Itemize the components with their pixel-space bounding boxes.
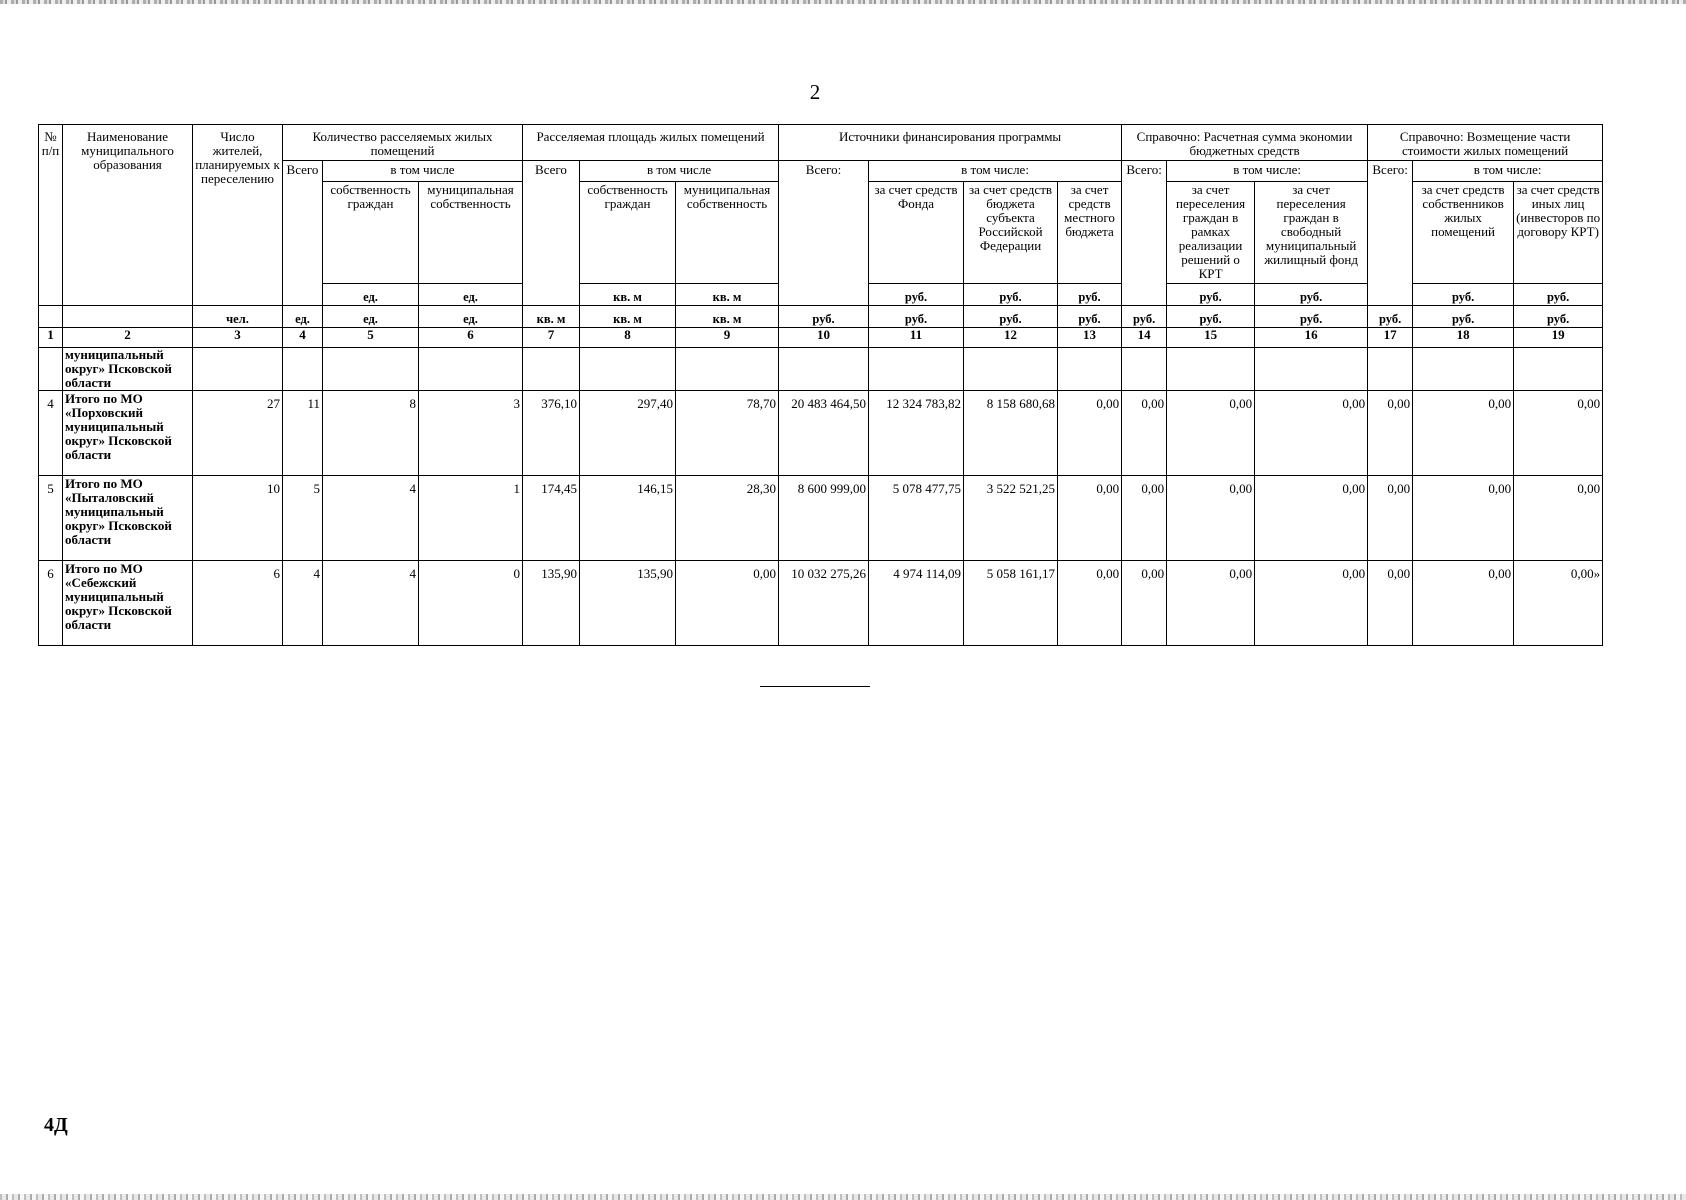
- header-area-municipal: муниципальная собственность: [676, 182, 779, 284]
- column-number: 12: [964, 328, 1058, 348]
- cell-value: 0,00: [1255, 561, 1368, 646]
- cell-value: 28,30: [676, 476, 779, 561]
- header-compensation-total: Всего:: [1368, 161, 1413, 306]
- row-name: Итого по МО «Себежский муниципальный округ» Псковской области: [63, 561, 193, 646]
- unit-cell: ед.: [419, 306, 523, 328]
- cell-empty: [580, 348, 676, 391]
- unit-cell: ед.: [419, 284, 523, 306]
- unit-cell: руб.: [869, 284, 964, 306]
- cell-value: 0,00: [1058, 476, 1122, 561]
- header-savings-total: Всего:: [1122, 161, 1167, 306]
- row-name-continuation: муниципальный округ» Псковской области: [63, 348, 193, 391]
- cell-value: 8 600 999,00: [779, 476, 869, 561]
- cell-value: 0,00: [1255, 391, 1368, 476]
- cell-value: 0,00: [1368, 391, 1413, 476]
- header-finance-group: Источники финансирования программы: [779, 125, 1122, 161]
- cell-value: 0,00: [1368, 561, 1413, 646]
- cell-value: 3: [419, 391, 523, 476]
- unit-cell: ед.: [283, 306, 323, 328]
- cell-value: 0,00: [1122, 476, 1167, 561]
- cell-value: 0,00: [1514, 476, 1603, 561]
- cell-value: 135,90: [580, 561, 676, 646]
- cell-empty: [193, 348, 283, 391]
- header-resettlement-krt: за счет переселения граждан в рамках реализации решений о КРТ: [1167, 182, 1255, 284]
- scan-edge-top: [0, 0, 1686, 4]
- header-fund: за счет средств Фонда: [869, 182, 964, 284]
- column-number: 8: [580, 328, 676, 348]
- header-finance-including: в том числе:: [869, 161, 1122, 182]
- cell-value: 0,00: [1058, 561, 1122, 646]
- header-residents: Число жителей, планируемых к переселению: [193, 125, 283, 306]
- table-row: [39, 391, 1603, 476]
- header-area-including: в том числе: [580, 161, 779, 182]
- unit-cell: руб.: [1514, 306, 1603, 328]
- cell-value: 135,90: [523, 561, 580, 646]
- cell-value: 0,00: [1413, 476, 1514, 561]
- header-area-group: Расселяемая площадь жилых помещений: [523, 125, 779, 161]
- cell-value: 8 158 680,68: [964, 391, 1058, 476]
- column-number: 11: [869, 328, 964, 348]
- column-number: 5: [323, 328, 419, 348]
- cell-value: 174,45: [523, 476, 580, 561]
- cell-empty: [869, 348, 964, 391]
- cell-value: 0,00: [1255, 476, 1368, 561]
- cell-value: 3 522 521,25: [964, 476, 1058, 561]
- cell-value: 146,15: [580, 476, 676, 561]
- header-rooms-citizens: собственность граждан: [323, 182, 419, 284]
- header-rooms-group: Количество расселяемых жилых помещений: [283, 125, 523, 161]
- cell-value: 0,00: [1368, 476, 1413, 561]
- column-number: 15: [1167, 328, 1255, 348]
- cell-value: 1: [419, 476, 523, 561]
- unit-cell: [63, 306, 193, 328]
- header-rooms-total: Всего: [283, 161, 323, 306]
- cell-value: 297,40: [580, 391, 676, 476]
- unit-cell: руб.: [964, 306, 1058, 328]
- unit-cell: руб.: [1167, 306, 1255, 328]
- cell-empty: [1255, 348, 1368, 391]
- cell-value: 12 324 783,82: [869, 391, 964, 476]
- unit-cell: ед.: [323, 306, 419, 328]
- cell-value: 0,00: [1167, 391, 1255, 476]
- cell-value: 0,00: [1167, 476, 1255, 561]
- header-row-units: [39, 306, 1603, 328]
- unit-cell: руб.: [1255, 284, 1368, 306]
- header-rooms-including: в том числе: [323, 161, 523, 182]
- cell-value: 5 078 477,75: [869, 476, 964, 561]
- cell-value: 4: [323, 561, 419, 646]
- cell-empty: [419, 348, 523, 391]
- unit-cell: руб.: [869, 306, 964, 328]
- column-number: 17: [1368, 328, 1413, 348]
- cell-value: 5: [283, 476, 323, 561]
- program-table-wrapper: [38, 124, 1602, 646]
- column-number: 13: [1058, 328, 1122, 348]
- unit-cell: руб.: [1122, 306, 1167, 328]
- unit-cell: чел.: [193, 306, 283, 328]
- header-regional-budget: за счет средств бюджета субъекта Российской Федерации: [964, 182, 1058, 284]
- header-savings-group: Справочно: Расчетная сумма экономии бюджетных средств: [1122, 125, 1368, 161]
- header-name: Наименование муниципального образования: [63, 125, 193, 306]
- cell-value: 8: [323, 391, 419, 476]
- unit-cell: руб.: [964, 284, 1058, 306]
- column-number: 2: [63, 328, 193, 348]
- cell-empty: [676, 348, 779, 391]
- table-row-continuation: [39, 348, 1603, 391]
- unit-cell: руб.: [1413, 284, 1514, 306]
- cell-empty: [964, 348, 1058, 391]
- cell-value: 0,00: [676, 561, 779, 646]
- cell-value: 0,00: [1058, 391, 1122, 476]
- cell-empty: [1514, 348, 1603, 391]
- column-number: 19: [1514, 328, 1603, 348]
- column-number: 16: [1255, 328, 1368, 348]
- unit-cell: руб.: [1514, 284, 1603, 306]
- cell-value: 4: [283, 561, 323, 646]
- unit-cell: кв. м: [580, 284, 676, 306]
- cell-empty: [323, 348, 419, 391]
- column-number: 18: [1413, 328, 1514, 348]
- table-row: [39, 561, 1603, 646]
- cell-empty: [1368, 348, 1413, 391]
- header-resettlement-free-fund: за счет переселения граждан в свободный муниципальный жилищный фонд: [1255, 182, 1368, 284]
- cell-value: 376,10: [523, 391, 580, 476]
- header-local-budget: за счет средств местного бюджета: [1058, 182, 1122, 284]
- cell-value: 0,00: [1413, 391, 1514, 476]
- cell-value: 0,00: [1514, 391, 1603, 476]
- cell-value: 0,00»: [1514, 561, 1603, 646]
- column-number: 10: [779, 328, 869, 348]
- unit-cell: ед.: [323, 284, 419, 306]
- cell-value: 5 058 161,17: [964, 561, 1058, 646]
- row-number: 5: [39, 476, 63, 561]
- unit-cell: руб.: [1368, 306, 1413, 328]
- cell-value: 4: [323, 476, 419, 561]
- cell-value: 0,00: [1167, 561, 1255, 646]
- unit-cell: кв. м: [676, 284, 779, 306]
- unit-cell: руб.: [1413, 306, 1514, 328]
- cell-value: 11: [283, 391, 323, 476]
- header-compensation-group: Справочно: Возмещение части стоимости жилых помещений: [1368, 125, 1603, 161]
- cell-value: 20 483 464,50: [779, 391, 869, 476]
- column-number-row: [39, 328, 1603, 348]
- column-number: 1: [39, 328, 63, 348]
- cell-empty: [1413, 348, 1514, 391]
- cell-value: 10: [193, 476, 283, 561]
- row-number: 6: [39, 561, 63, 646]
- cell-empty: [1058, 348, 1122, 391]
- closing-rule: [760, 686, 870, 687]
- header-no: № п/п: [39, 125, 63, 306]
- cell-empty: [39, 348, 63, 391]
- header-other-persons: за счет средств иных лиц (инвесторов по договору КРТ): [1514, 182, 1603, 284]
- unit-cell: руб.: [1167, 284, 1255, 306]
- cell-value: 0: [419, 561, 523, 646]
- unit-cell: руб.: [1058, 306, 1122, 328]
- header-row-groups: [39, 125, 1603, 161]
- column-number: 7: [523, 328, 580, 348]
- program-table: [38, 124, 1603, 646]
- cell-empty: [523, 348, 580, 391]
- header-finance-total: Всего:: [779, 161, 869, 306]
- unit-cell: кв. м: [580, 306, 676, 328]
- cell-value: 4 974 114,09: [869, 561, 964, 646]
- cell-value: 6: [193, 561, 283, 646]
- unit-cell: руб.: [1058, 284, 1122, 306]
- header-rooms-municipal: муниципальная собственность: [419, 182, 523, 284]
- cell-value: 0,00: [1122, 561, 1167, 646]
- column-number: 3: [193, 328, 283, 348]
- column-number: 14: [1122, 328, 1167, 348]
- table-row: [39, 476, 1603, 561]
- scan-edge-bottom: [0, 1194, 1686, 1200]
- cell-value: 27: [193, 391, 283, 476]
- cell-empty: [1167, 348, 1255, 391]
- column-number: 6: [419, 328, 523, 348]
- header-owners-funds: за счет средств собственников жилых помещений: [1413, 182, 1514, 284]
- cell-value: 10 032 275,26: [779, 561, 869, 646]
- header-area-citizens: собственность граждан: [580, 182, 676, 284]
- unit-cell: руб.: [1255, 306, 1368, 328]
- cell-empty: [283, 348, 323, 391]
- header-savings-including: в том числе:: [1167, 161, 1368, 182]
- unit-cell: руб.: [779, 306, 869, 328]
- row-name: Итого по МО «Порховский муниципальный округ» Псковской области: [63, 391, 193, 476]
- header-area-total: Всего: [523, 161, 580, 306]
- footer-code: 4Д: [44, 1114, 68, 1136]
- cell-value: 0,00: [1413, 561, 1514, 646]
- page-number: 2: [809, 80, 821, 104]
- cell-empty: [779, 348, 869, 391]
- cell-empty: [1122, 348, 1167, 391]
- column-number: 4: [283, 328, 323, 348]
- unit-cell: [39, 306, 63, 328]
- header-compensation-including: в том числе:: [1413, 161, 1603, 182]
- row-number: 4: [39, 391, 63, 476]
- cell-value: 0,00: [1122, 391, 1167, 476]
- cell-value: 78,70: [676, 391, 779, 476]
- column-number: 9: [676, 328, 779, 348]
- unit-cell: кв. м: [676, 306, 779, 328]
- unit-cell: кв. м: [523, 306, 580, 328]
- row-name: Итого по МО «Пыталовский муниципальный округ» Псковской области: [63, 476, 193, 561]
